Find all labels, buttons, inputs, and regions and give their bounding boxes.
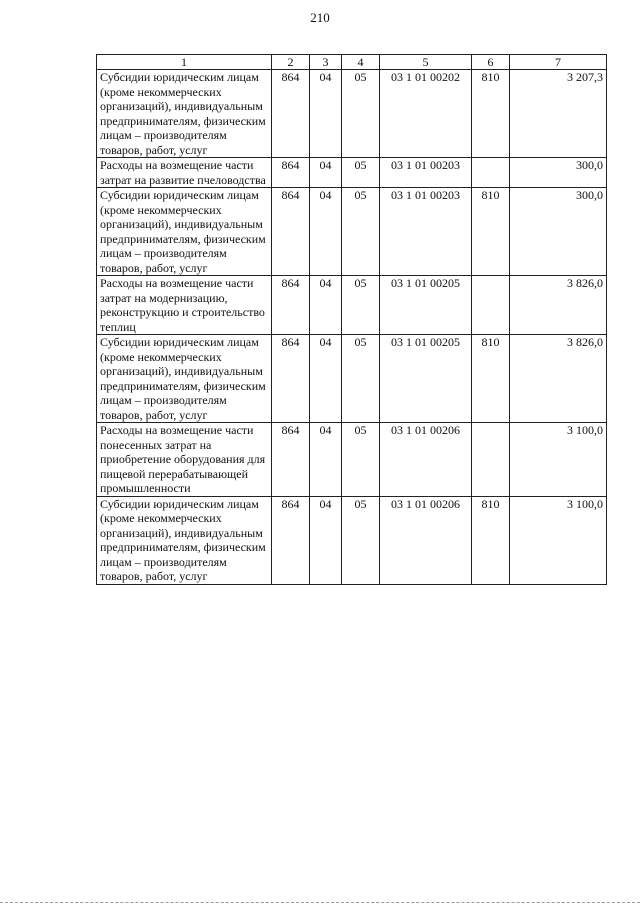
table-row [97,335,607,423]
row-ministry-code: 864 [272,158,310,188]
row-section-code: 04 [310,188,342,276]
row-expense-type [472,276,510,335]
table-row [97,188,607,276]
header-col-7: 7 [510,55,607,70]
header-col-1: 1 [97,55,272,70]
row-expense-type: 810 [472,188,510,276]
table-row [97,158,607,188]
table-row [97,423,607,497]
row-name-cell: Субсидии юридическим лицам (кроме некоммерческих организаций), индивидуальным предпринимателям, физическим лицам – производителям товаров, работ, услуг [97,188,272,276]
row-section-code: 04 [310,335,342,423]
row-expense-type [472,158,510,188]
header-row [97,55,607,70]
row-target-article: 03 1 01 00206 [380,423,472,497]
row-section-code: 04 [310,276,342,335]
row-expense-type [472,423,510,497]
budget-table [96,54,607,585]
row-amount: 3 826,0 [510,335,607,423]
row-target-article: 03 1 01 00205 [380,276,472,335]
row-ministry-code: 864 [272,423,310,497]
row-amount: 300,0 [510,158,607,188]
header-col-2: 2 [272,55,310,70]
row-target-article: 03 1 01 00206 [380,496,472,584]
row-name-cell: Расходы на возмещение части затрат на развитие пчеловодства [97,158,272,188]
row-ministry-code: 864 [272,335,310,423]
row-subsection-code: 05 [342,276,380,335]
row-section-code: 04 [310,70,342,158]
row-expense-type: 810 [472,70,510,158]
row-ministry-code: 864 [272,496,310,584]
row-target-article: 03 1 01 00203 [380,188,472,276]
table-body [97,70,607,585]
row-section-code: 04 [310,423,342,497]
row-target-article: 03 1 01 00205 [380,335,472,423]
row-amount: 3 100,0 [510,496,607,584]
row-subsection-code: 05 [342,335,380,423]
table-row [97,70,607,158]
row-amount: 3 207,3 [510,70,607,158]
row-name-cell: Расходы на возмещение части понесенных затрат на приобретение оборудования для пищевой перерабатывающей промышленности [97,423,272,497]
row-ministry-code: 864 [272,70,310,158]
row-ministry-code: 864 [272,276,310,335]
table-header [97,55,607,70]
table-row [97,276,607,335]
row-name-cell: Субсидии юридическим лицам (кроме некоммерческих организаций), индивидуальным предпринимателям, физическим лицам – производителям товаров, работ, услуг [97,496,272,584]
row-ministry-code: 864 [272,188,310,276]
row-amount: 3 100,0 [510,423,607,497]
row-name-cell: Субсидии юридическим лицам (кроме некоммерческих организаций), индивидуальным предпринимателям, физическим лицам – производителям товаров, работ, услуг [97,70,272,158]
header-col-6: 6 [472,55,510,70]
row-subsection-code: 05 [342,188,380,276]
row-subsection-code: 05 [342,158,380,188]
row-expense-type: 810 [472,335,510,423]
table-row [97,496,607,584]
row-section-code: 04 [310,158,342,188]
row-name-cell: Субсидии юридическим лицам (кроме некоммерческих организаций), индивидуальным предпринимателям, физическим лицам – производителям товаров, работ, услуг [97,335,272,423]
header-col-5: 5 [380,55,472,70]
row-amount: 3 826,0 [510,276,607,335]
row-subsection-code: 05 [342,423,380,497]
row-name-cell: Расходы на возмещение части затрат на модернизацию, реконструкцию и строительство теплиц [97,276,272,335]
header-col-4: 4 [342,55,380,70]
row-subsection-code: 05 [342,70,380,158]
row-target-article: 03 1 01 00202 [380,70,472,158]
row-expense-type: 810 [472,496,510,584]
row-section-code: 04 [310,496,342,584]
row-target-article: 03 1 01 00203 [380,158,472,188]
scan-edge-divider [0,902,640,903]
page-number: 210 [310,10,330,25]
header-col-3: 3 [310,55,342,70]
row-amount: 300,0 [510,188,607,276]
row-subsection-code: 05 [342,496,380,584]
